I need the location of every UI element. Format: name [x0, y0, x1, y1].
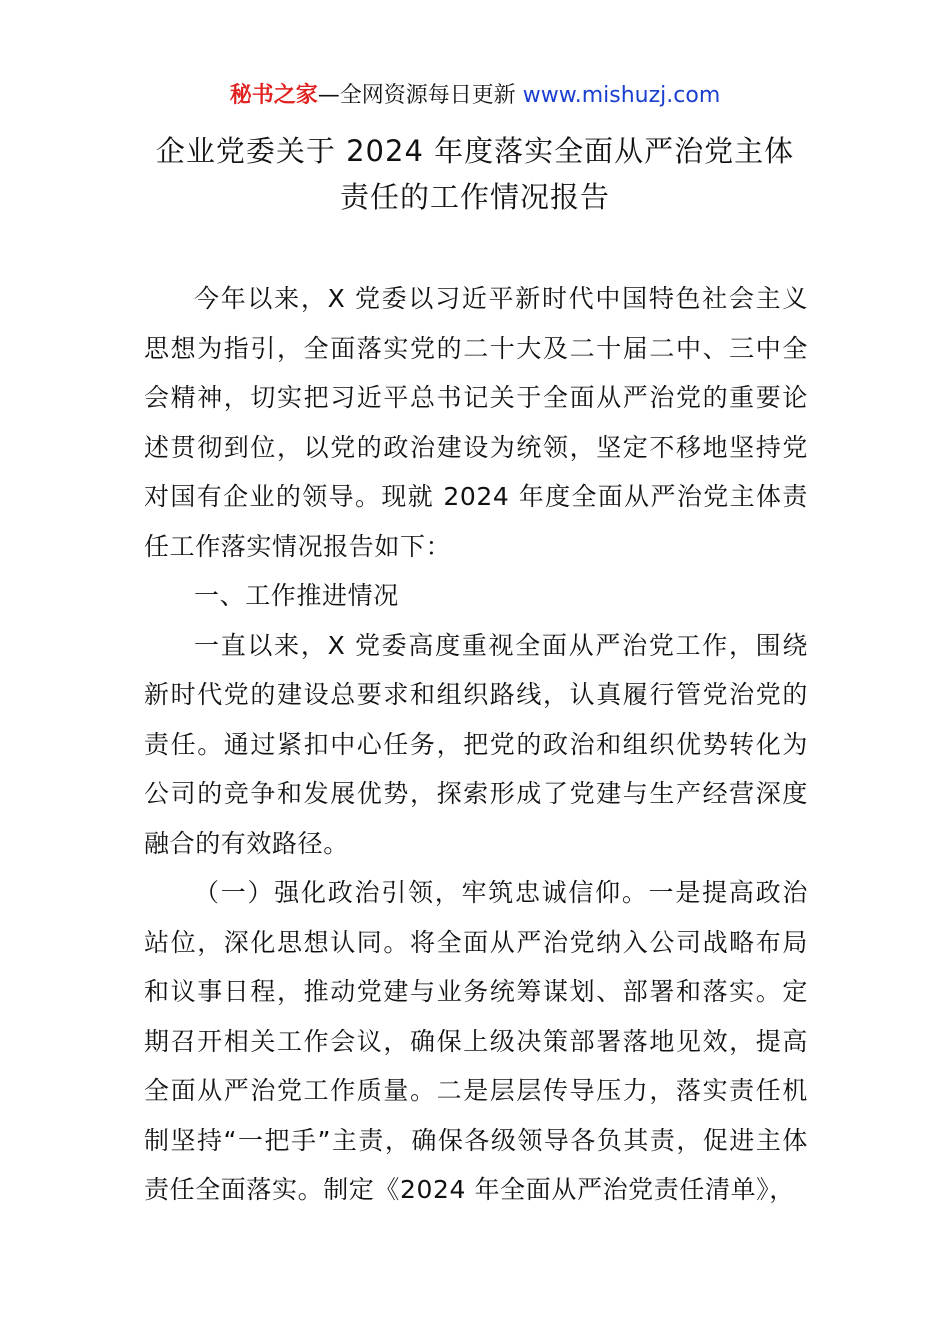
title-line-1: 企业党委关于 2024 年度落实全面从严治党主体 — [155, 134, 795, 168]
site-header — [0, 80, 950, 112]
paragraph-intro: 今年以来，X 党委以习近平新时代中国特色社会主义思想为指引，全面落实党的二十大及二十届二中、三中全会精神，切实把习近平总书记关于全面从严治党的重要论述贯彻到位，以党的政治建设为统领，坚定不移地坚持党对国有企业的领导。现就 2024 年度全面从严治党主体责任工作落实情况报告如下： — [144, 284, 808, 561]
header-tagline: —全网资源每日更新 — [317, 83, 523, 108]
document-body — [144, 274, 808, 1215]
section-heading: 一、工作推进情况 — [194, 581, 399, 610]
site-url-link[interactable]: www.mishuzj.com — [522, 83, 721, 108]
title-line-2: 责任的工作情况报告 — [339, 180, 610, 214]
paragraph-subsection-1: （一）强化政治引领，牢筑忠诚信仰。一是提高政治站位，深化思想认同。将全面从严治党纳入公司战略布局和议事日程，推动党建与业务统筹谋划、部署和落实。定期召开相关工作会议，确保上级决策部署落地见效，提高全面从严治党工作质量。二是层层传导压力，落实责任机制坚持“一把手”主责，确保各级领导各负其责，促进主体责任全面落实。制定《2024 年全面从严治党责任清单》， — [144, 878, 808, 1204]
brand-name: 秘书之家 — [229, 83, 318, 108]
document-title — [0, 128, 950, 220]
paragraph-overview: 一直以来，X 党委高度重视全面从严治党工作，围绕新时代党的建设总要求和组织路线，认真履行管党治党的责任。通过紧扣中心任务，把党的政治和组织优势转化为公司的竞争和发展优势，探索形成了党建与生产经营深度融合的有效路径。 — [144, 630, 808, 858]
